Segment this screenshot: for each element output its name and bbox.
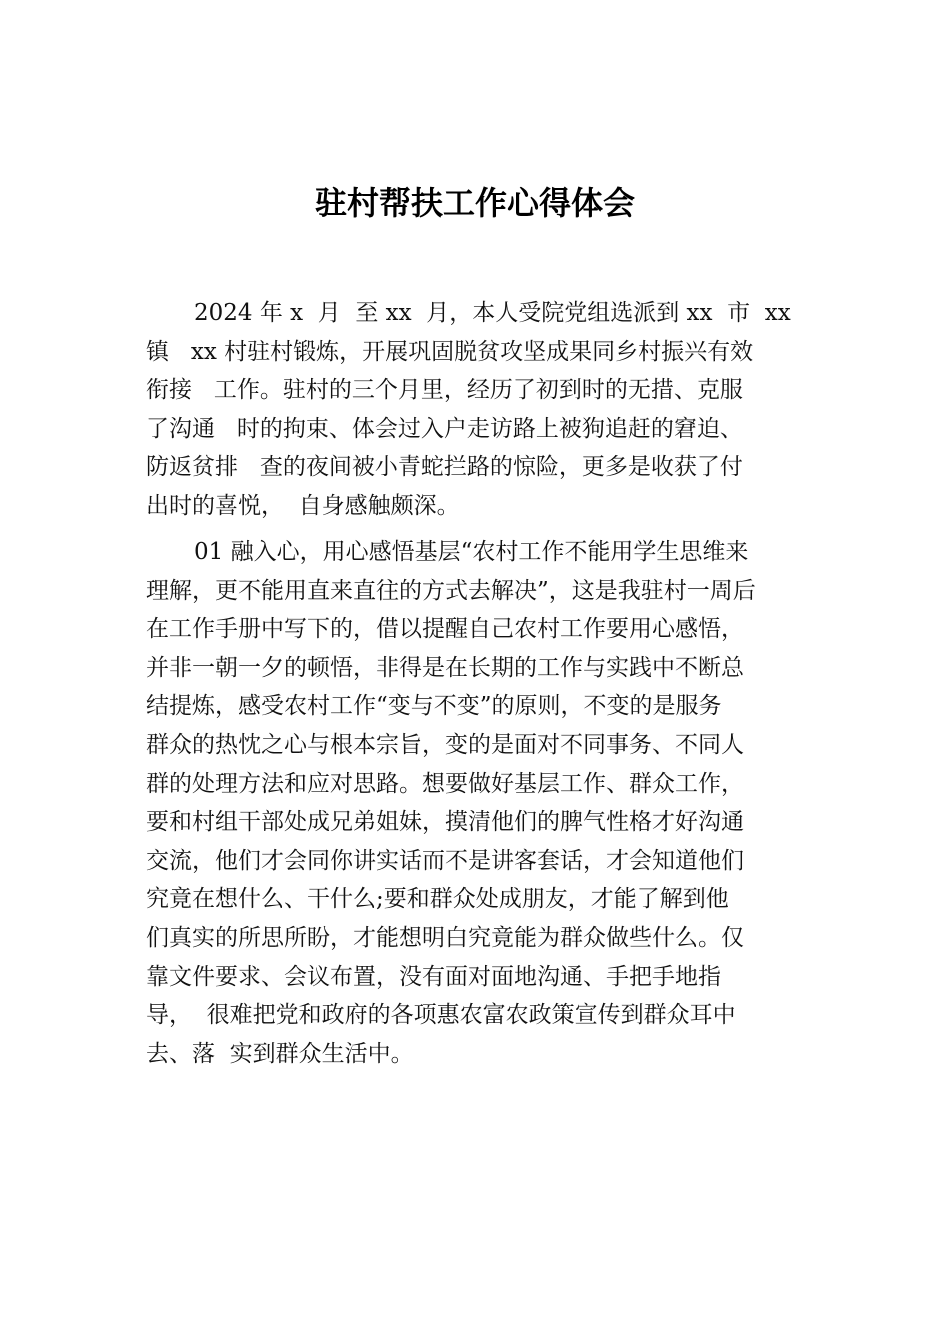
paragraph-line: 靠文件要求、会议布置，没有面对面地沟通、手把手地指 <box>146 963 721 990</box>
paragraph-line: 导， 很难把党和政府的各项惠农富农政策宣传到群众耳中 <box>146 1002 736 1029</box>
paragraph-line: 理解，更不能用直来直往的方式去解决”，这是我驻村一周后 <box>146 577 756 604</box>
paragraph-line: 防返贫排 查的夜间被小青蛇拦路的惊险，更多是收获了付 <box>146 454 743 481</box>
paragraph-line: 镇 xx 村驻村锻炼，开展巩固脱贫攻坚成果同乡村振兴有效 <box>146 338 754 365</box>
paragraph-line: 要和村组干部处成兄弟姐妹，摸清他们的脾气性格才好沟通 <box>146 809 744 836</box>
paragraph-line: 结提炼，感受农村工作“变与不变”的原则，不变的是服务 <box>146 693 722 720</box>
paragraph-line: 在工作手册中写下的，借以提醒自己农村工作要用心感悟， <box>146 616 744 643</box>
paragraph-line: 出时的喜悦， 自身感触颇深。 <box>146 492 460 519</box>
paragraph-line: 群的处理方法和应对思路。想要做好基层工作、群众工作， <box>146 770 744 797</box>
document-title: 驻村帮扶工作心得体会 <box>314 184 635 222</box>
paragraph-line: 交流，他们才会同你讲实话而不是讲客套话，才会知道他们 <box>146 847 744 874</box>
paragraph-line: 了沟通 时的拘束、体会过入户走访路上被狗追赶的窘迫、 <box>146 415 743 442</box>
paragraph-line: 衔接 工作。驻村的三个月里，经历了初到时的无措、克服 <box>146 377 743 404</box>
paragraph-2 <box>146 533 836 1073</box>
paragraph-line: 去、落 实到群众生活中。 <box>146 1040 414 1067</box>
paragraph-line: 01 融入心，用心感悟基层“农村工作不能用学生思维来 <box>194 539 749 565</box>
paragraph-line: 2024 年 x 月 至 xx 月，本人受院党组选派到 xx 市 xx <box>194 300 791 326</box>
paragraph-line: 群众的热忱之心与根本宗旨，变的是面对不同事务、不同人 <box>146 731 744 758</box>
paragraph-1 <box>146 294 836 526</box>
paragraph-line: 们真实的所思所盼，才能想明白究竟能为群众做些什么。仅 <box>146 924 744 951</box>
paragraph-line: 究竟在想什么、干什么;要和群众处成朋友，才能了解到他 <box>146 886 729 913</box>
paragraph-line: 并非一朝一夕的顿悟，非得是在长期的工作与实践中不断总 <box>146 654 744 681</box>
